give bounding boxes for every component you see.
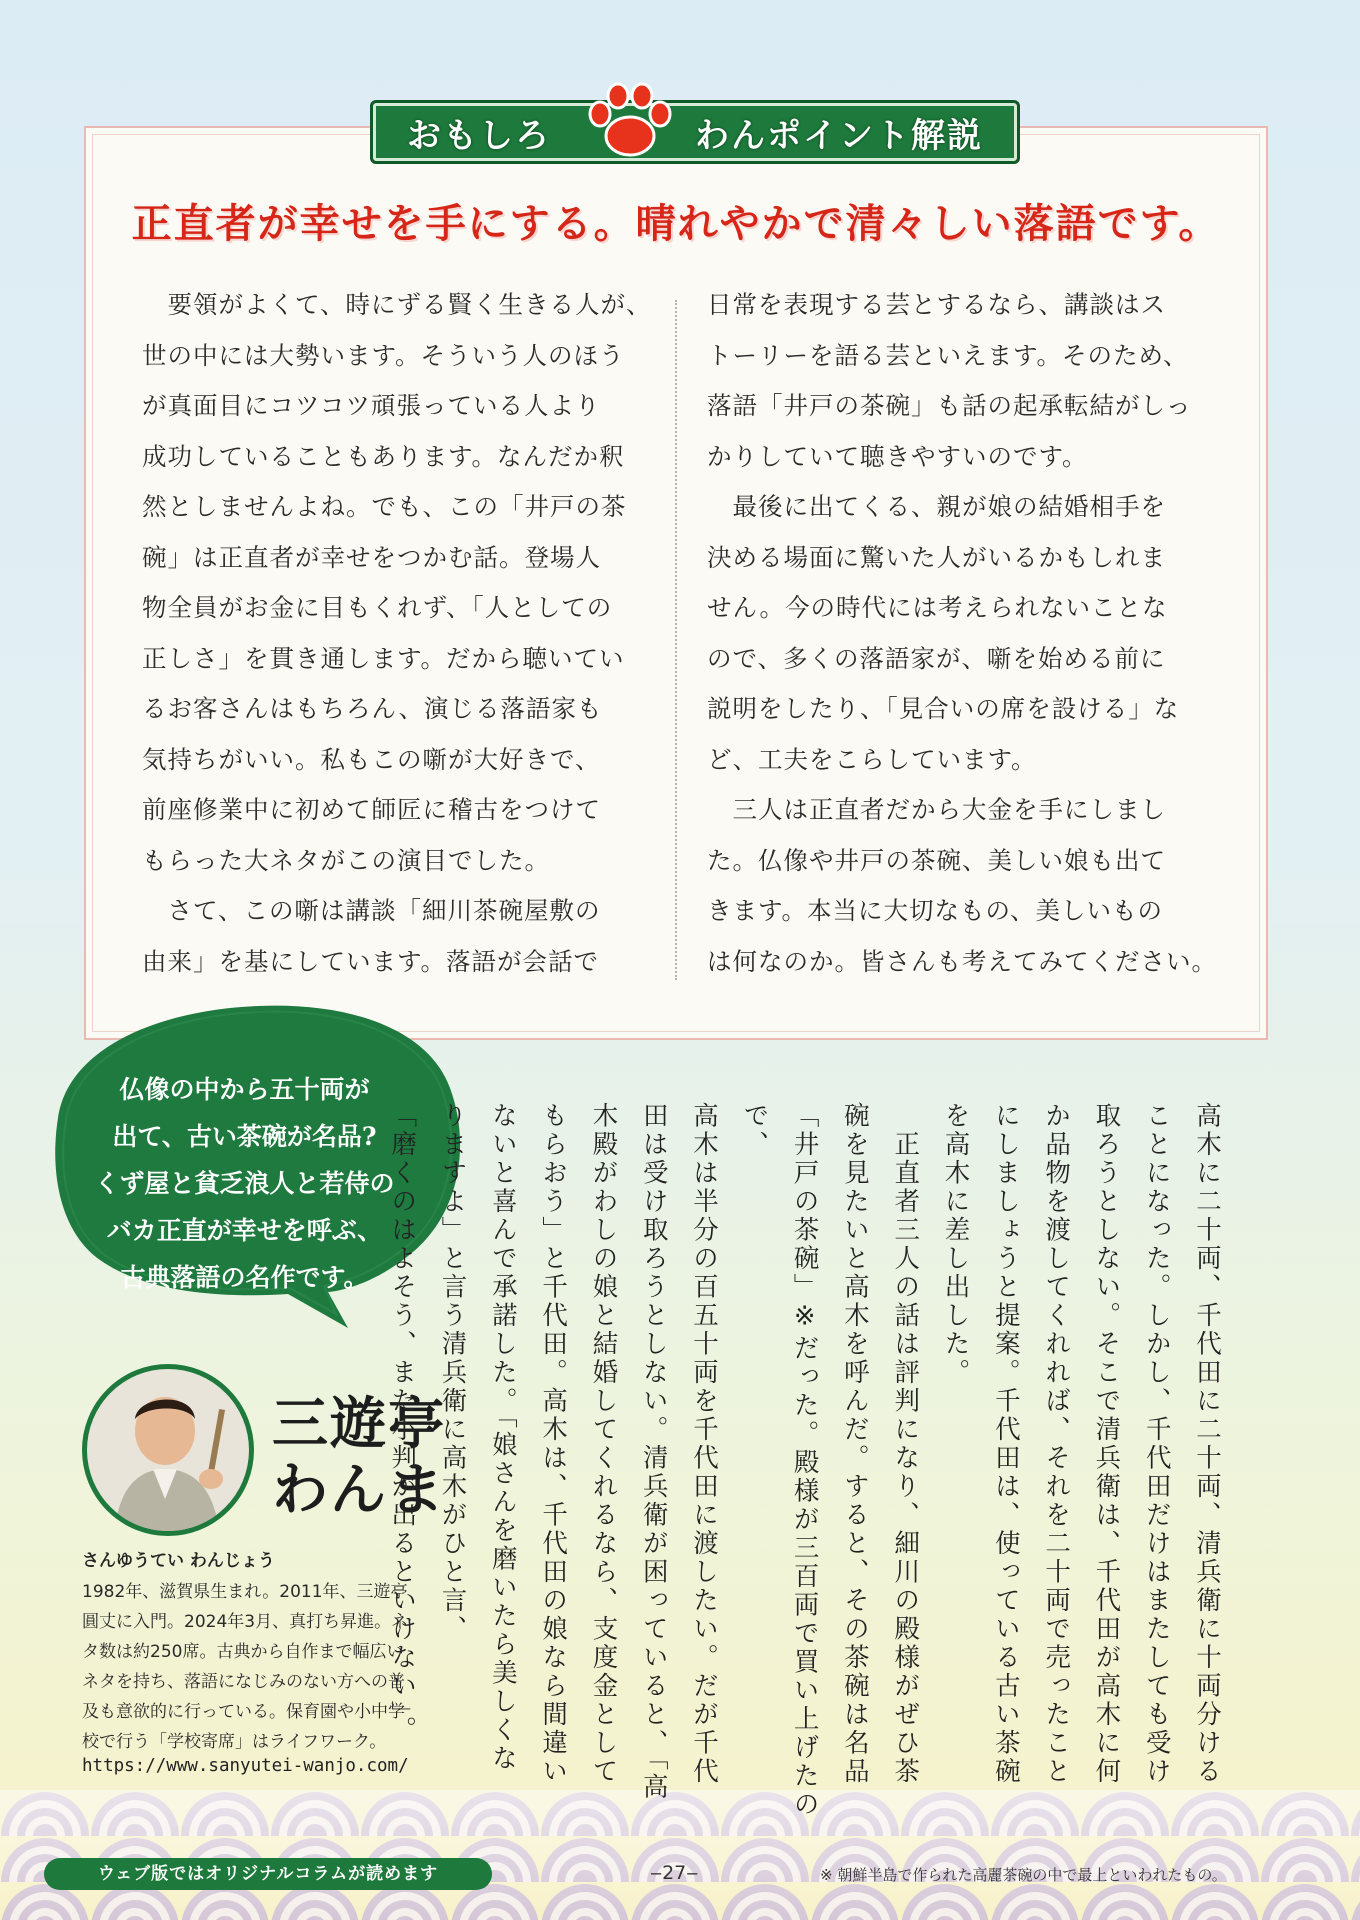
- paragraph: さて、この噺は講談「細川茶碗屋敷の 由来」を基にしています。落語が会話で: [142, 896, 601, 976]
- bubble-line: 仏像の中から五十両が: [119, 1075, 370, 1104]
- column-left: [142, 280, 662, 987]
- profile-line: 校で行う「学校寄席」はライフワーク。: [82, 1732, 387, 1752]
- profile-line: 圓丈に入門。2024年3月、真打ち昇進。ネ: [82, 1612, 409, 1632]
- footnote: ※ 朝鮮半島で作られた高麗茶碗の中で最上といわれたもの。: [820, 1866, 1227, 1884]
- performer-photo: [82, 1364, 254, 1536]
- performer-url-link[interactable]: https://www.sanyutei-wanjo.com/: [82, 1756, 409, 1776]
- performer-name: 三遊亭 わんま: [272, 1392, 446, 1523]
- story-text: [387, 1102, 1232, 1822]
- story-paragraph: 高木に二十両、千代田に二十両、清兵衛に十両分ける ことになった。しかし、千代田だけはまたしても受け 取ろうとしない。そこで清兵衛は、千代田が高木に何 か品物を渡してくれれば、それを二十両で売ったこと にしましょうと提案。千代田は、使っている古い茶碗 を高木に差し出した。: [940, 1102, 1222, 1786]
- profile-line: 及も意欲的に行っている。保育園や小中学: [82, 1702, 405, 1722]
- bubble-line: バカ正直が幸せを呼ぶ、: [106, 1216, 383, 1245]
- banner-right-text: わんポイント解説: [695, 115, 983, 156]
- bubble-text: [72, 1066, 417, 1301]
- headline: 正直者が幸せを手にする。晴れやかで清々しい落語です。: [131, 201, 1221, 247]
- paragraph: 要領がよくて、時にずる賢く生きる人が、 世の中には大勢います。そういう人のほう が真面目にコツコツ頑張っている人より 成功していることもあります。なんだか釈 然としませんよね。でも、この「井戸の茶 碗」は正直者が幸せをつかむ話。登場人 物全員がお金に目もくれず、「人としての 正しさ」を貫き通します。だから聴いてい るお客さんはもちろん、演じる落語家も 気持ちがいい。私もこの噺が大好きで、 前座修業中に初めて師匠に稽古をつけて もらった大ネタがこの演目でした。: [142, 290, 652, 875]
- story-paragraph: 正直者三人の話は評判になり、細川の殿様がぜひ茶 碗を見たいと高木を呼んだ。すると、その茶碗は名品 「井戸の茶碗」※だった。殿様が三百両で買い上げたので、 高木は半分の百五十両を千代田に渡したい。だが千代 田は受け取ろうとしない。清兵衛が困っていると、「高 木殿がわしの娘と結婚してくれるなら、支度金として もらおう」と千代田。高木は、千代田の娘なら間違い ないと喜んで承諾した。「娘さんを磨いたら美しくな りますよ」と言う清兵衛に高木がひと言、 「磨くのはよそう、また小判が出るといけない」。: [387, 1102, 921, 1819]
- paw-icon: [580, 80, 680, 160]
- profile-line: タ数は約250席。古典から自作まで幅広い: [82, 1642, 404, 1662]
- banner-left-text: おもしろ: [407, 115, 551, 156]
- web-version-badge[interactable]: ウェブ版ではオリジナルコラムが読めます: [44, 1858, 492, 1890]
- profile-line: ネタを持ち、落語になじみのない方への普: [82, 1672, 405, 1692]
- bubble-line: 古典落語の名作です。: [120, 1263, 369, 1292]
- section-banner: [370, 100, 1020, 164]
- column-right: [707, 280, 1227, 987]
- paragraph: 日常を表現する芸とするなら、講談はス トーリーを語る芸といえます。そのため、 落語「井戸の茶碗」も話の起承転結がしっ かりしていて聴きやすいのです。: [707, 290, 1192, 471]
- column-divider: [675, 300, 677, 980]
- performer-reading: さんゆうてい わんじょう: [82, 1551, 275, 1571]
- page-number: ‒27‒: [650, 1862, 699, 1884]
- bubble-line: 出て、古い茶碗が名品?: [112, 1122, 377, 1151]
- bubble-line: くず屋と貧乏浪人と若侍の: [94, 1169, 395, 1198]
- paragraph: 三人は正直者だから大金を手にしまし た。仏像や井戸の茶碗、美しい娘も出て きます。本当に大切なもの、美しいもの は何なのか。皆さんも考えてみてください。: [707, 795, 1217, 976]
- profile-line: 1982年、滋賀県生まれ。2011年、三遊亭: [82, 1582, 408, 1602]
- paragraph: 最後に出てくる、親が娘の結婚相手を 決める場面に驚いた人がいるかもしれま せん。今の時代には考えられないことな ので、多くの落語家が、噺を始める前に 説明をしたり、「見合いの席を設ける」な ど、工夫をこらしています。: [707, 492, 1180, 774]
